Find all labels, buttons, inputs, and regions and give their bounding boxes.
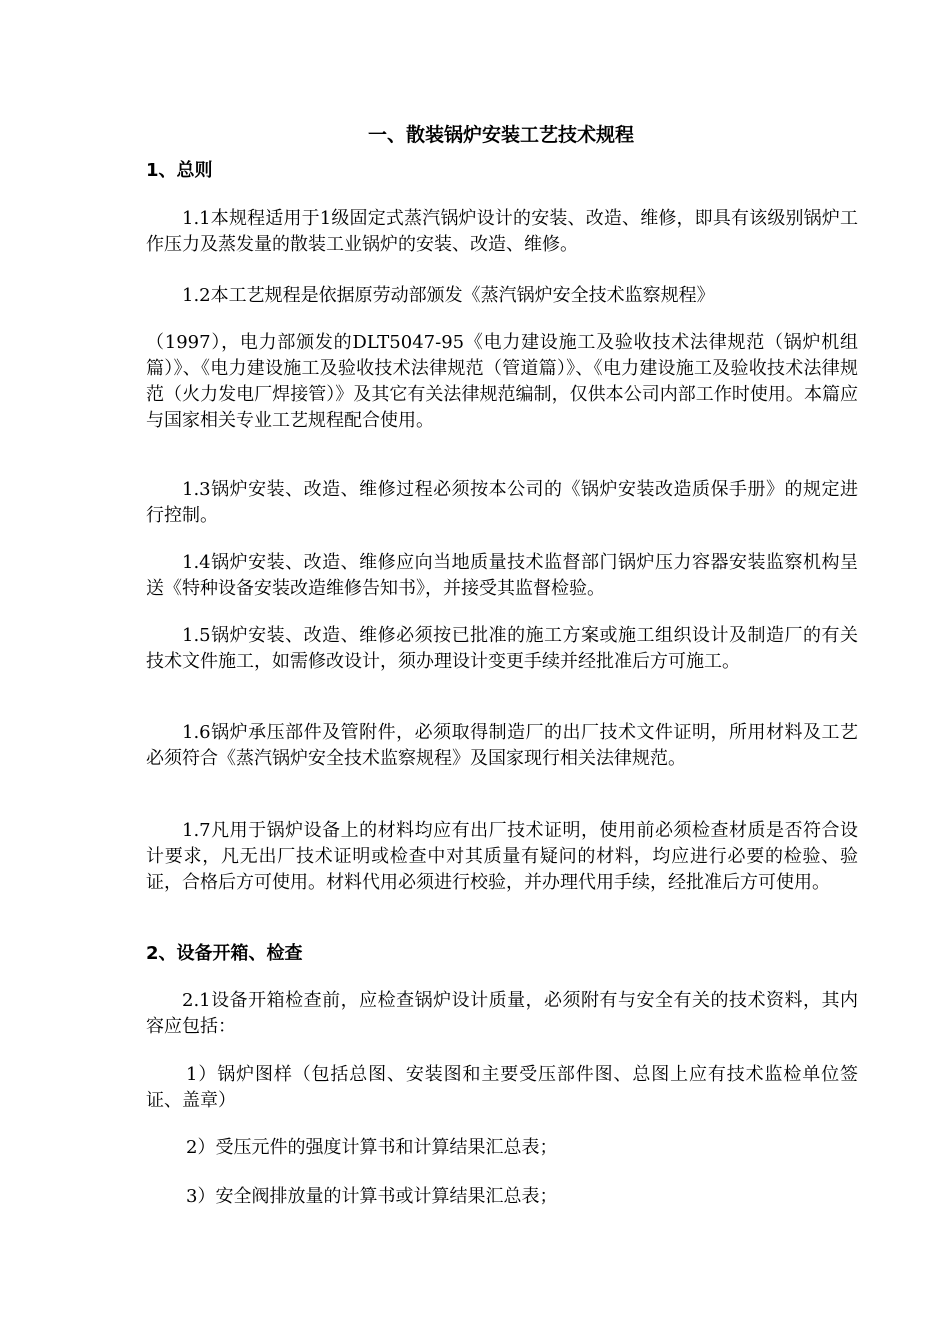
paragraph-1-1: 1.1本规程适用于1级固定式蒸汽锅炉设计的安装、改造、维修，即具有该级别锅炉工作压力及蒸发量的散装工业锅炉的安装、改造、维修。 bbox=[146, 208, 858, 255]
section-heading-inspection: 2、设备开箱、检查 bbox=[146, 943, 303, 964]
paragraph-1-3: 1.3锅炉安装、改造、维修过程必须按本公司的《锅炉安装改造质保手册》的规定进行控制。 bbox=[146, 479, 858, 526]
paragraph-1-2-line1: 1.2本工艺规程是依据原劳动部颁发《蒸汽锅炉安全技术监察规程》 bbox=[182, 285, 715, 306]
paragraph-1-2-body: （1997），电力部颁发的DLT5047-95《电力建设施工及验收技术法律规范（锅炉机组篇）》、《电力建设施工及验收技术法律规范（管道篇）》、《电力建设施工及验收技术法律规范（火力发电厂焊接管）》及其它有关法律规范编制，仅供本公司内部工作时使用。本篇应与国家相关专业工艺规程配合使用。 bbox=[146, 332, 858, 431]
section-heading-general: 1、总则 bbox=[146, 160, 213, 181]
paragraph-1-5: 1.5锅炉安装、改造、维修必须按已批准的施工方案或施工组织设计及制造厂的有关技术文件施工，如需修改设计，须办理设计变更手续并经批准后方可施工。 bbox=[146, 625, 858, 672]
paragraph-2-1: 2.1设备开箱检查前，应检查锅炉设计质量，必须附有与安全有关的技术资料，其内容应包括： bbox=[146, 990, 858, 1037]
document-title: 一、散装锅炉安装工艺技术规程 bbox=[367, 124, 634, 146]
list-item-3: 3）安全阀排放量的计算书或计算结果汇总表； bbox=[186, 1186, 558, 1207]
list-item-1: 1）锅炉图样（包括总图、安装图和主要受压部件图、总图上应有技术监检单位签证、盖章） bbox=[146, 1064, 858, 1111]
paragraph-1-7: 1.7凡用于锅炉设备上的材料均应有出厂技术证明，使用前必须检查材质是否符合设计要求，凡无出厂技术证明或检查中对其质量有疑问的材料，均应进行必要的检验、验证，合格后方可使用。材料代用必须进行校验，并办理代用手续，经批准后方可使用。 bbox=[146, 820, 858, 893]
paragraph-1-6: 1.6锅炉承压部件及管附件，必须取得制造厂的出厂技术文件证明，所用材料及工艺必须符合《蒸汽锅炉安全技术监察规程》及国家现行相关法律规范。 bbox=[146, 722, 858, 769]
paragraph-1-4: 1.4锅炉安装、改造、维修应向当地质量技术监督部门锅炉压力容器安装监察机构呈送《特种设备安装改造维修告知书》，并接受其监督检验。 bbox=[146, 552, 858, 599]
list-item-2: 2）受压元件的强度计算书和计算结果汇总表； bbox=[186, 1137, 558, 1158]
